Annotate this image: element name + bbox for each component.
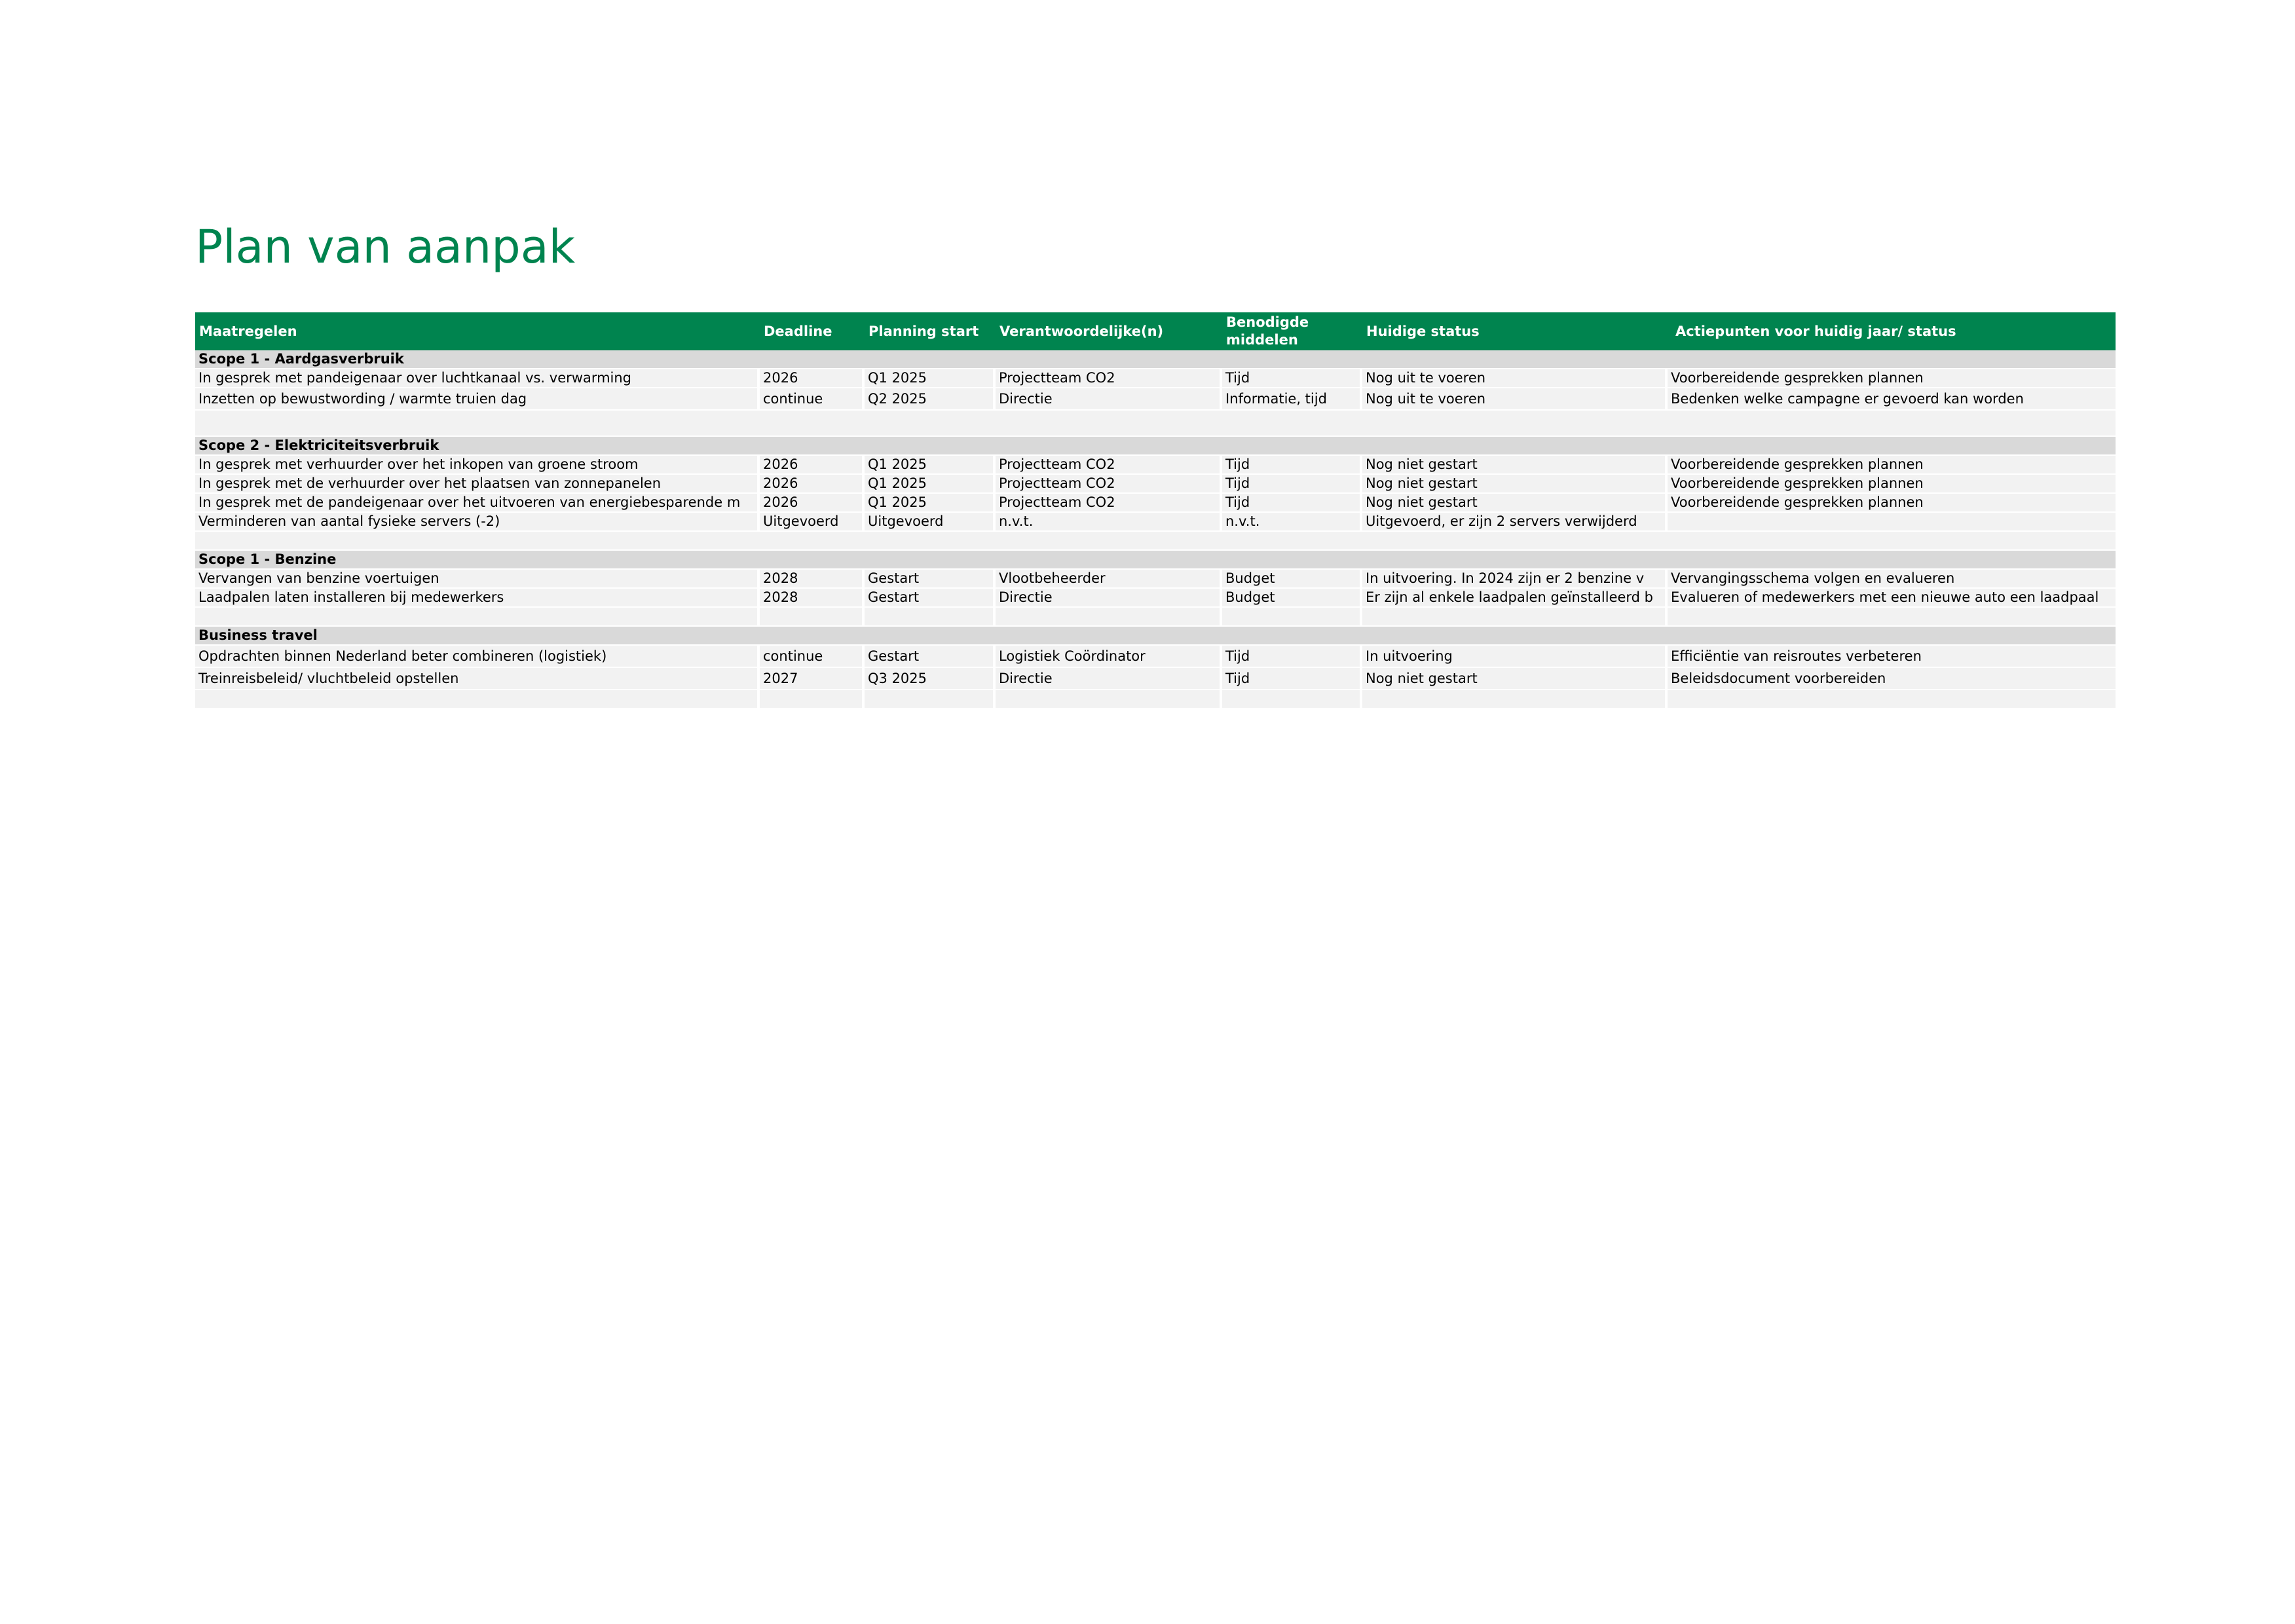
cell-planning-start: Q3 2025 [865, 668, 996, 690]
page-title: Plan van aanpak [195, 220, 576, 274]
cell-deadline: continue [760, 646, 865, 668]
empty-cell [996, 690, 1222, 709]
cell-status: Er zijn al enkele laadpalen geïnstalleerd b [1362, 589, 1668, 608]
column-header-verantwoordelijke: Verantwoordelijke(n) [996, 312, 1222, 350]
cell-status: Nog niet gestart [1362, 475, 1668, 494]
cell-middelen: Tijd [1222, 668, 1362, 690]
cell-deadline: 2026 [760, 475, 865, 494]
cell-verantwoordelijke: Vlootbeheerder [996, 570, 1222, 589]
column-header-benodigde-middelen: Benodigde middelen [1222, 312, 1362, 350]
empty-cell [760, 690, 865, 709]
cell-deadline: 2026 [760, 369, 865, 388]
column-header-deadline: Deadline [760, 312, 865, 350]
cell-maatregel: Opdrachten binnen Nederland beter combineren (logistiek) [195, 646, 760, 668]
table-row [195, 456, 2116, 475]
cell-verantwoordelijke: Projectteam CO2 [996, 369, 1222, 388]
cell-actiepunten [1668, 513, 2116, 532]
column-header-huidige-status: Huidige status [1362, 312, 1668, 350]
table-row [195, 475, 2116, 494]
cell-planning-start: Gestart [865, 589, 996, 608]
cell-maatregel: Treinreisbeleid/ vluchtbeleid opstellen [195, 668, 760, 690]
cell-actiepunten: Efficiëntie van reisroutes verbeteren [1668, 646, 2116, 668]
cell-actiepunten: Beleidsdocument voorbereiden [1668, 668, 2116, 690]
cell-status: In uitvoering. In 2024 zijn er 2 benzine v [1362, 570, 1668, 589]
section-title: Scope 1 - Benzine [195, 551, 2116, 570]
cell-maatregel: In gesprek met de pandeigenaar over het uitvoeren van energiebesparende m [195, 494, 760, 513]
section-title: Scope 2 - Elektriciteitsverbruik [195, 437, 2116, 456]
column-header-planning-start: Planning start [865, 312, 996, 350]
empty-cell [195, 608, 760, 627]
empty-row [195, 690, 2116, 709]
cell-planning-start: Q1 2025 [865, 494, 996, 513]
empty-cell [996, 608, 1222, 627]
cell-actiepunten: Voorbereidende gesprekken plannen [1668, 369, 2116, 388]
cell-verantwoordelijke: Logistiek Coördinator [996, 646, 1222, 668]
empty-cell [1222, 690, 1362, 709]
section-row [195, 437, 2116, 456]
cell-middelen: Informatie, tijd [1222, 388, 1362, 411]
empty-cell [1362, 690, 1668, 709]
section-row [195, 551, 2116, 570]
column-header-actiepunten: Actiepunten voor huidig jaar/ status [1668, 312, 2116, 350]
cell-actiepunten: Evalueren of medewerkers met een nieuwe auto een laadpaal [1668, 589, 2116, 608]
cell-status: Nog niet gestart [1362, 456, 1668, 475]
cell-verantwoordelijke: Directie [996, 589, 1222, 608]
cell-planning-start: Q2 2025 [865, 388, 996, 411]
cell-status: Nog uit te voeren [1362, 369, 1668, 388]
cell-verantwoordelijke: Projectteam CO2 [996, 475, 1222, 494]
cell-verantwoordelijke: Directie [996, 668, 1222, 690]
cell-planning-start: Q1 2025 [865, 456, 996, 475]
cell-middelen: Tijd [1222, 475, 1362, 494]
cell-actiepunten: Voorbereidende gesprekken plannen [1668, 475, 2116, 494]
empty-cell [1668, 608, 2116, 627]
table-row [195, 589, 2116, 608]
cell-deadline: 2028 [760, 589, 865, 608]
table-row [195, 646, 2116, 668]
cell-maatregel: In gesprek met de verhuurder over het plaatsen van zonnepanelen [195, 475, 760, 494]
cell-middelen: Budget [1222, 589, 1362, 608]
cell-maatregel: Verminderen van aantal fysieke servers (-2) [195, 513, 760, 532]
table-row [195, 369, 2116, 388]
cell-maatregel: Laadpalen laten installeren bij medewerkers [195, 589, 760, 608]
cell-middelen: Tijd [1222, 494, 1362, 513]
table-header-row [195, 312, 2116, 350]
empty-cell [865, 608, 996, 627]
cell-middelen: Tijd [1222, 646, 1362, 668]
section-row [195, 350, 2116, 369]
cell-status: Nog uit te voeren [1362, 388, 1668, 411]
cell-deadline: 2027 [760, 668, 865, 690]
spacer-cell [195, 532, 2116, 551]
cell-status: Nog niet gestart [1362, 668, 1668, 690]
cell-planning-start: Q1 2025 [865, 475, 996, 494]
section-title: Business travel [195, 627, 2116, 646]
cell-status: Nog niet gestart [1362, 494, 1668, 513]
cell-planning-start: Gestart [865, 570, 996, 589]
cell-planning-start: Gestart [865, 646, 996, 668]
cell-deadline: Uitgevoerd [760, 513, 865, 532]
cell-status: In uitvoering [1362, 646, 1668, 668]
cell-deadline: continue [760, 388, 865, 411]
cell-middelen: Tijd [1222, 456, 1362, 475]
table-row [195, 513, 2116, 532]
empty-cell [760, 608, 865, 627]
column-header-maatregelen: Maatregelen [195, 312, 760, 350]
empty-cell [865, 690, 996, 709]
empty-cell [1362, 608, 1668, 627]
spacer-cell [195, 411, 2116, 437]
cell-maatregel: Vervangen van benzine voertuigen [195, 570, 760, 589]
cell-maatregel: Inzetten op bewustwording / warmte truien dag [195, 388, 760, 411]
cell-deadline: 2026 [760, 456, 865, 475]
empty-row [195, 608, 2116, 627]
cell-verantwoordelijke: Projectteam CO2 [996, 456, 1222, 475]
cell-deadline: 2028 [760, 570, 865, 589]
cell-verantwoordelijke: n.v.t. [996, 513, 1222, 532]
cell-actiepunten: Vervangingsschema volgen en evalueren [1668, 570, 2116, 589]
cell-middelen: Budget [1222, 570, 1362, 589]
cell-maatregel: In gesprek met verhuurder over het inkopen van groene stroom [195, 456, 760, 475]
cell-middelen: Tijd [1222, 369, 1362, 388]
cell-planning-start: Q1 2025 [865, 369, 996, 388]
cell-status: Uitgevoerd, er zijn 2 servers verwijderd [1362, 513, 1668, 532]
empty-cell [195, 690, 760, 709]
empty-cell [1222, 608, 1362, 627]
cell-verantwoordelijke: Projectteam CO2 [996, 494, 1222, 513]
section-title: Scope 1 - Aardgasverbruik [195, 350, 2116, 369]
cell-actiepunten: Voorbereidende gesprekken plannen [1668, 494, 2116, 513]
cell-middelen: n.v.t. [1222, 513, 1362, 532]
cell-maatregel: In gesprek met pandeigenaar over luchtkanaal vs. verwarming [195, 369, 760, 388]
spacer-row [195, 532, 2116, 551]
table-row [195, 570, 2116, 589]
cell-actiepunten: Bedenken welke campagne er gevoerd kan worden [1668, 388, 2116, 411]
cell-planning-start: Uitgevoerd [865, 513, 996, 532]
spacer-row [195, 411, 2116, 437]
table-row [195, 668, 2116, 690]
cell-verantwoordelijke: Directie [996, 388, 1222, 411]
plan-table [195, 312, 2116, 709]
cell-actiepunten: Voorbereidende gesprekken plannen [1668, 456, 2116, 475]
section-row [195, 627, 2116, 646]
table-row [195, 388, 2116, 411]
empty-cell [1668, 690, 2116, 709]
table-row [195, 494, 2116, 513]
cell-deadline: 2026 [760, 494, 865, 513]
